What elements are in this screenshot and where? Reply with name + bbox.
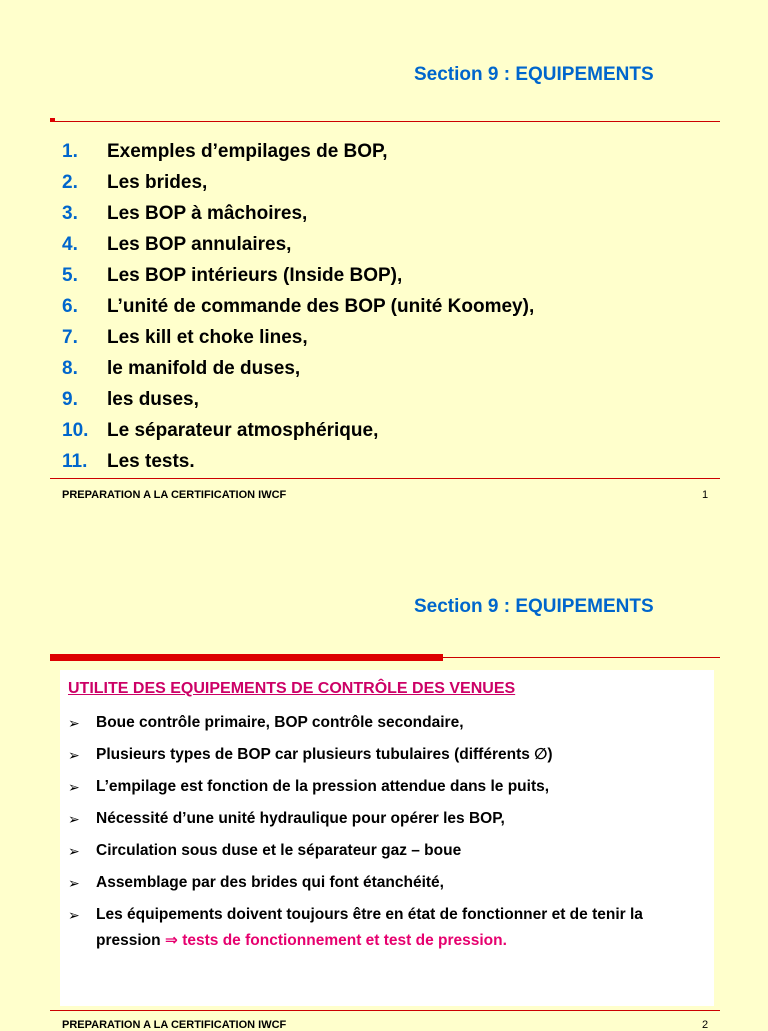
page-number: 1 — [702, 489, 709, 501]
slide-2 — [0, 532, 768, 1031]
arrow-bullet-icon: ➢ — [68, 811, 80, 827]
list-item: 7. Les kill et choke lines, — [62, 326, 308, 348]
bullet-list — [68, 710, 708, 960]
box-heading: UTILITE DES EQUIPEMENTS DE CONTRÔLE DES VENUES — [68, 680, 516, 697]
footer-rule — [50, 478, 720, 479]
page-number: 2 — [702, 1019, 709, 1031]
list-item: 1. Exemples d’empilages de BOP, — [62, 140, 388, 162]
arrow-bullet-icon: ➢ — [68, 907, 80, 923]
rule-accent — [50, 118, 55, 122]
arrow-bullet-icon: ➢ — [68, 715, 80, 731]
list-item: 4. Les BOP annulaires, — [62, 233, 292, 255]
contents-list — [62, 136, 534, 477]
arrow-bullet-icon: ➢ — [68, 779, 80, 795]
section-title: Section 9 : EQUIPEMENTS — [414, 596, 654, 617]
arrow-bullet-icon: ➢ — [68, 747, 80, 763]
list-item: ➢ Circulation sous duse et le séparateur gaz – boue — [68, 838, 708, 864]
list-item: ➢ Plusieurs types de BOP car plusieurs tubulaires (différents ∅) — [68, 742, 708, 768]
content-box — [60, 670, 714, 1006]
list-item: 3. Les BOP à mâchoires, — [62, 202, 308, 224]
arrow-bullet-icon: ➢ — [68, 843, 80, 859]
title-rule — [443, 657, 720, 658]
section-title: Section 9 : EQUIPEMENTS — [414, 64, 654, 85]
footer-text: PREPARATION A LA CERTIFICATION IWCF — [62, 489, 287, 501]
highlight-text: tests de fonctionnement et test de pression. — [177, 932, 507, 949]
footer-rule — [50, 1010, 720, 1011]
list-item: ➢ Assemblage par des brides qui font étanchéité, — [68, 870, 708, 896]
list-item: 6. L’unité de commande des BOP (unité Koomey), — [62, 295, 535, 317]
list-item: ➢ Nécessité d’une unité hydraulique pour opérer les BOP, — [68, 806, 708, 832]
arrow-bullet-icon: ➢ — [68, 875, 80, 891]
list-item: ➢ L’empilage est fonction de la pression attendue dans le puits, — [68, 774, 708, 800]
list-item: 8. le manifold de duses, — [62, 357, 301, 379]
title-rule — [50, 121, 720, 122]
list-item: ➢ Les équipements doivent toujours être en état de fonctionner et de tenir la pression ⇒ tests de fonctionnement et test de pression. — [68, 902, 708, 954]
title-rule-thick — [50, 654, 443, 661]
list-item: 5. Les BOP intérieurs (Inside BOP), — [62, 264, 403, 286]
footer-text: PREPARATION A LA CERTIFICATION IWCF — [62, 1019, 287, 1031]
list-item: 2. Les brides, — [62, 171, 208, 193]
implies-icon: ⇒ — [164, 932, 178, 949]
list-item: 11. Les tests. — [62, 450, 195, 472]
list-item: 10. Le séparateur atmosphérique, — [62, 419, 379, 441]
list-item: ➢ Boue contrôle primaire, BOP contrôle secondaire, — [68, 710, 708, 736]
list-item: 9. les duses, — [62, 388, 199, 410]
